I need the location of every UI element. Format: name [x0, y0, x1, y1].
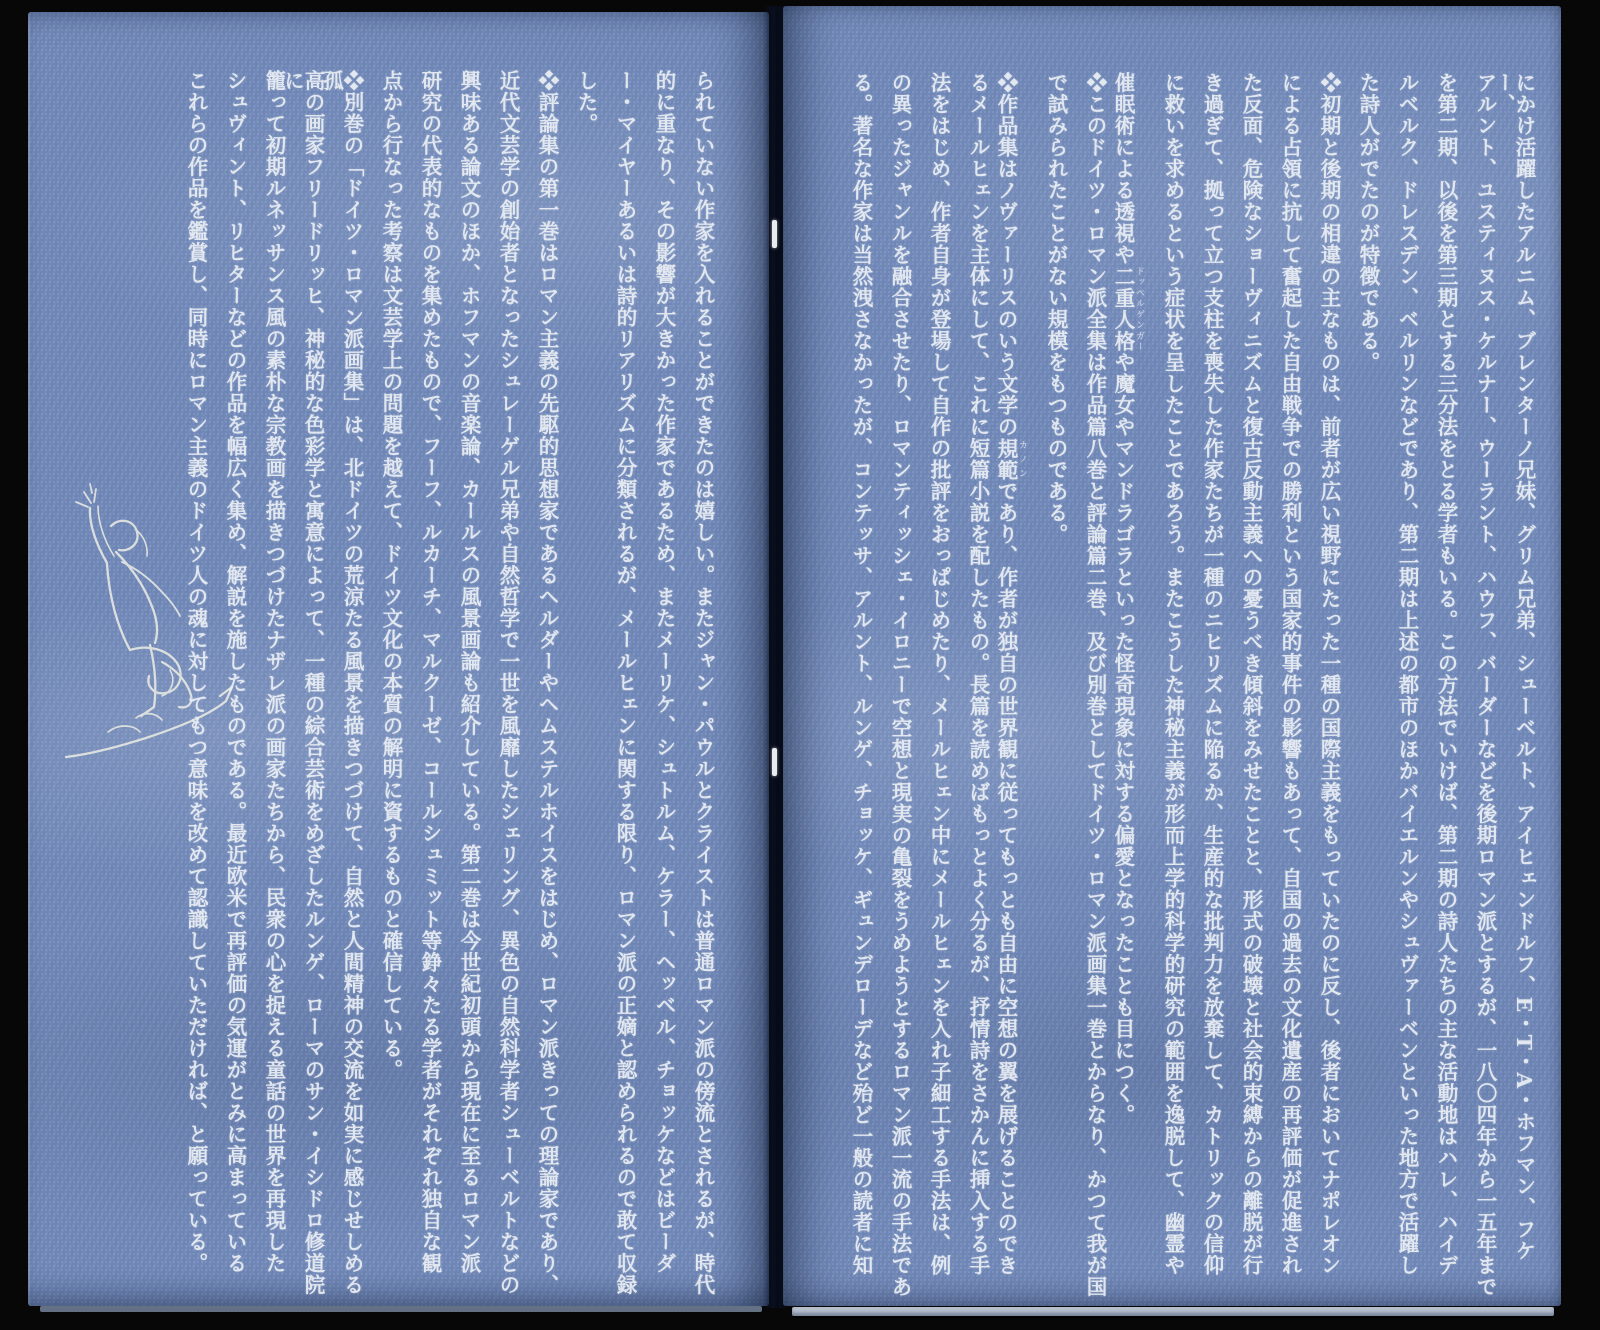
text-column: 催眠術による透視や二重人格 ドッペルゲンガーや魔女やマンドラゴラといった怪奇現象に対する偏愛となったことも目につく。	[1111, 72, 1144, 1126]
text-column: 的に重なり、その影響が大きかった作家であるため、またメーリケ、シュトルム、ケラー、ヘッベル、チョッケなどはビーダ	[652, 70, 676, 1274]
text-column: た反面、危険なショーヴィニズムと復古反動主義への憂うべき傾斜をみせたことと、形式の破壊と社会的束縛からの離脱が行	[1239, 72, 1263, 1276]
text-column: で試みられたことがない規模をもつものである。	[1044, 72, 1068, 545]
text-column: ー・マイヤーあるいは詩的リアリズムに分類されるが、メールヒェンに関する限り、ロマン派の正嫡と認められるので敢て収録	[613, 70, 637, 1296]
page-left	[28, 12, 769, 1306]
text-column: を第二期、以後を第三期とする三分法をとる学者もいる。この方法でいけば、第二期の詩人たちの主な活動地はハレ、ハイデ	[1434, 72, 1458, 1276]
left-page-bottom-edge	[40, 1306, 762, 1312]
text-column: 法をはじめ、作者自身が登場して自作の批評をおっぱじめたり、メールヒェン中にメールヒェンを入れ子細工する手法は、例	[927, 72, 951, 1276]
text-column: 籠って初期ルネッサンス風の素朴な宗教画を描きつづけたナザレ派の画家たちから、民衆の心を捉える童話の世界を再現した	[262, 70, 286, 1274]
text-column: るメールヒェンを主体にして、これに短篇小説を配したもの。長篇を読めばもっとよく分るが、抒情詩をさかんに挿入する手	[966, 72, 990, 1276]
text-column: アルント、ユスティヌス・ケルナー、ウーラント、ハウフ、バーダーなどを後期ロマン派とするが、一八〇四年から一五年まで	[1473, 72, 1497, 1298]
text-column: の異ったジャンルを融合させたり、ロマンティッシェ・イロニーで空想と現実の亀裂をうめようとするロマン派一流の手法であ	[888, 72, 912, 1298]
text-column: 点から行なった考察は文芸学上の問題を越えて、ドイツ文化の本質の解明に資するものと確信している。	[379, 70, 403, 1081]
text-column: ❖作品集はノヴァーリスのいう文学の規範 カノンであり、作者が独自の世界観に従ってもっとも自由に空想の翼を展げることのでき	[994, 72, 1027, 1276]
text-column: られていない作家を入れることができたのは嬉しい。またジャン・パウルとクライストは普通ロマン派の傍流とされるが、時代	[691, 70, 715, 1296]
right-page-text	[832, 72, 1534, 1304]
text-column: にかけ活躍したアルニム、ブレンターノ兄妹、グリム兄弟、シューベルト、アイヒェンドルフ、E・T・A・ホフマン、フケー、	[1491, 72, 1536, 1262]
text-column: に救いを求めるという症状を呈したことであろう。またこうした神秘主義が形而上学的科学的研究の範囲を逸脱して、幽霊や	[1161, 72, 1185, 1276]
text-column: 研究の代表的なものを集めたもので、フーフ、ルカーチ、マルクーゼ、コールシュミット等錚々たる学者がそれぞれ独自な観	[418, 70, 442, 1274]
text-column: ❖初期と後期の相違の主なものは、前者が広い視野にたった一種の国際主義をもっていたのに反し、後者においてナポレオン	[1317, 72, 1341, 1276]
right-page-bottom-edge	[792, 1307, 1554, 1316]
staple-bottom	[772, 748, 777, 776]
text-column: ❖評論集の第一巻はロマン主義の先駆的思想家であるヘルダーやヘムステルホイスをはじめ、ロマン派きっての理論家であり、	[535, 70, 559, 1296]
left-page-text	[167, 70, 713, 1302]
page-right	[783, 6, 1561, 1306]
text-column: 近代文芸学の創始者となったシュレーゲル兄弟や自然哲学で一世を風靡したシェリング、異色の自然科学者シューベルトなどの	[496, 70, 520, 1296]
text-column: 高の画家フリードリッヒ、神秘的な色彩学と寓意によって、一種の綜合芸術をめざしたルンゲ、ローマのサン・イシドロ修道院に	[280, 70, 325, 1296]
text-column: た詩人がでたのが特徴である。	[1356, 72, 1380, 373]
text-column: 興味ある論文のほか、ホフマンの音楽論、カールスの風景画論も紹介している。第二巻は今世紀初頭から現在に至るロマン派	[457, 70, 481, 1274]
text-column: した。	[574, 70, 598, 135]
text-column: による占領に抗して奮起した自由戦争での勝利という国家的事件の影響もあって、自国の過去の文化遺産の再評価が促進され	[1278, 72, 1302, 1276]
text-column: き過ぎて、拠って立つ支柱を喪失した作家たちが一種のニヒリズムに陥るか、生産的な批判力を放棄して、カトリックの信仰	[1200, 72, 1224, 1276]
text-column: る。著名な作家は当然洩さなかったが、コンテッサ、アルント、ルンゲ、チョッケ、ギュンデローデなど殆ど一般の読者に知	[849, 72, 873, 1276]
staple-top	[772, 220, 777, 248]
text-column: ❖別巻の「ドイツ・ロマン派画集」は、北ドイツの荒涼たる風景を描きつづけて、自然と人間精神の交流を如実に感じせしめる孤	[319, 70, 364, 1296]
text-column: これらの作品を鑑賞し、同時にロマン主義のドイツ人の魂に対してもつ意味を改めて認識していただければ、と願っている。	[184, 70, 208, 1274]
text-column: ❖このドイツ・ロマン派全集は作品篇八巻と評論篇二巻、及び別巻としてドイツ・ロマン派画集一巻とからなり、かつて我が国	[1083, 72, 1107, 1298]
text-column: シュヴィント、リヒターなどの作品を幅広く集め、解説を施したものである。最近欧米で再評価の気運がとみに高まっている	[223, 70, 247, 1274]
text-column: ルベルク、ドレスデン、ベルリンなどであり、第二期は上述の都市のほかバイエルンやシュヴァーベンといった地方で活躍し	[1395, 72, 1419, 1276]
